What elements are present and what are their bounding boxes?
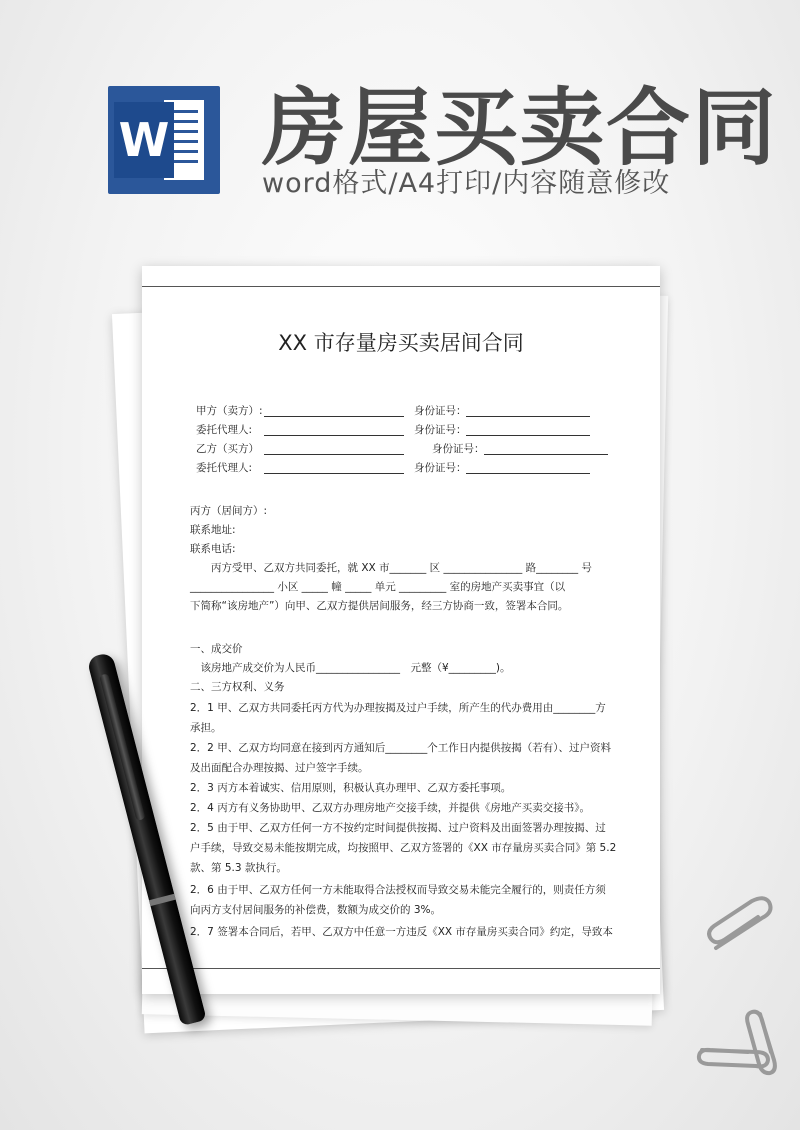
party-label: 委托代理人: (196, 462, 253, 474)
id-label: 身份证号： (414, 424, 467, 436)
page-title: 房屋买卖合同 (262, 79, 779, 177)
id-label: 身份证号： (414, 462, 467, 474)
clause-line: 向丙方支付居间服务的补偿费，数额为成交价的 3%。 (190, 904, 441, 916)
clause-line: 2．3 丙方本着诚实、信用原则，积极认真办理甲、乙双方委托事项。 (190, 782, 512, 794)
clause-line: 款、第 5.3 款执行。 (190, 862, 287, 874)
text-line: 联系电话: (190, 543, 236, 555)
clause-line: 2．4 丙方有义务协助甲、乙双方办理房地产交接手续，并提供《房地产买卖交接书》。 (190, 802, 590, 814)
clause-line: 2．1 甲、乙双方共同委托丙方代为办理按揭及过户手续，所产生的代办费用由________方 (190, 702, 606, 714)
text-line: 丙方受甲、乙双方共同委托，就 XX 市_______ 区 _______________ 路________ 号 (190, 562, 592, 574)
text-line: 该房地产成交价为人民币________________ 元整（¥_________)。 (190, 662, 511, 674)
clause-line: 承担。 (190, 722, 222, 734)
page-subtitle: word格式/A4打印/内容随意修改 (262, 168, 671, 199)
party-label: 乙方（买方） (196, 443, 259, 455)
text-line: 丙方（居间方）: (190, 505, 268, 517)
clause-line: 2．5 由于甲、乙双方任何一方不按约定时间提供按揭、过户资料及出面签署办理按揭、过 (190, 822, 606, 834)
party-label: 委托代理人: (196, 424, 253, 436)
clause-line: 户手续，导致交易未能按期完成，均按照甲、乙双方签署的《XX 市存量房买卖合同》第 5.2 (190, 842, 617, 854)
clause-line: 2．7 签署本合同后，若甲、乙双方中任意一方违反《XX 市存量房买卖合同》约定，导致本 (190, 926, 613, 938)
clause-line: 2．6 由于甲、乙双方任何一方未能取得合法授权而导致交易未能完全履行的，则责任方须 (190, 884, 606, 896)
section-heading: 二、三方权利、义务 (190, 681, 285, 693)
logo-letter: W (114, 102, 174, 178)
text-line: 下简称“该房地产”）向甲、乙双方提供居间服务，经三方协商一致，签署本合同。 (190, 600, 569, 612)
id-label: 身份证号： (432, 443, 485, 455)
id-label: 身份证号： (414, 405, 467, 417)
document-title: XX 市存量房买卖居间合同 (278, 331, 524, 355)
text-line: ________________ 小区 _____ 幢 _____ 单元 _________ 室的房地产买卖事宜（以 (190, 581, 566, 593)
text-line: 联系地址: (190, 524, 236, 536)
party-label: 甲方（卖方）: (196, 405, 263, 417)
section-heading: 一、成交价 (190, 643, 243, 655)
clause-line: 2．2 甲、乙双方均同意在接到丙方通知后________个工作日内提供按揭（若有）、过户资料 (190, 742, 611, 754)
clause-line: 及出面配合办理按揭、过户签字手续。 (190, 762, 369, 774)
